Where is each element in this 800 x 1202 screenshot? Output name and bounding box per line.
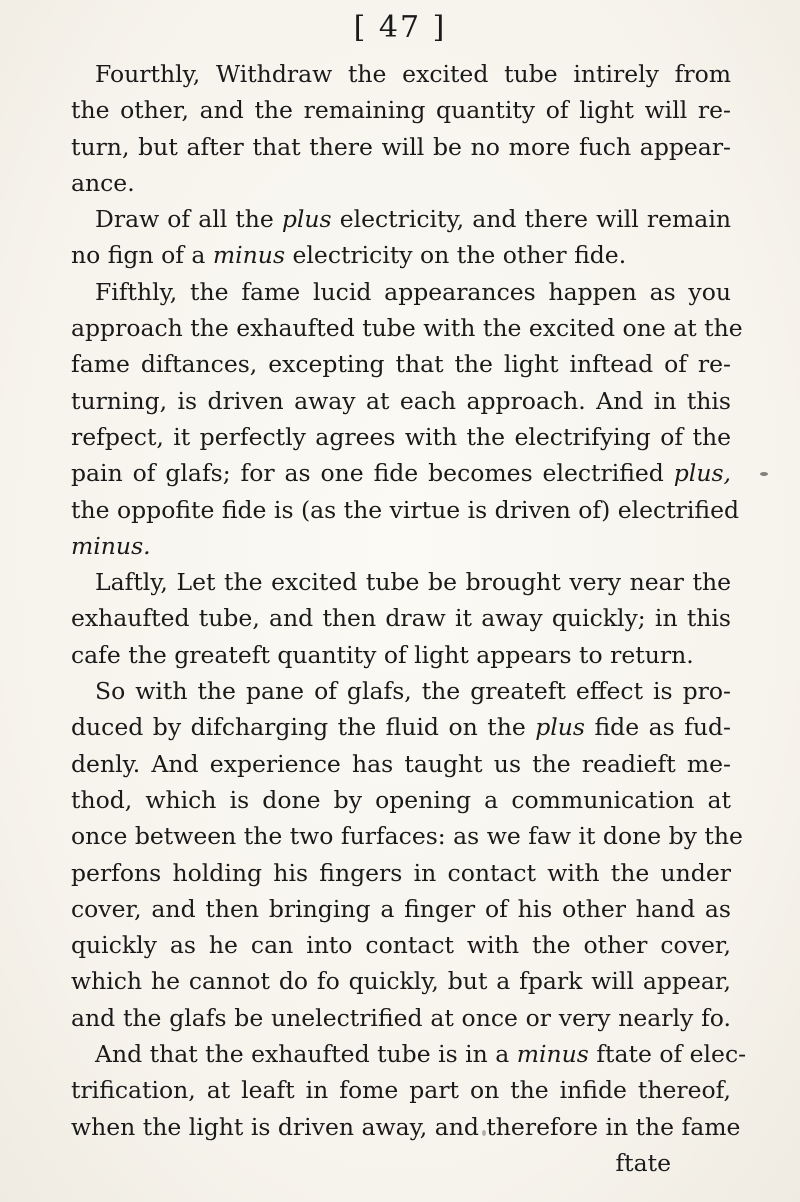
text-line bbox=[71, 782, 731, 818]
text-run: Draw of all the bbox=[95, 205, 282, 234]
italic-term: plus, bbox=[673, 459, 731, 488]
text-line bbox=[71, 891, 731, 927]
text-run: and the glafs be unelectrified at once or very nearly fo. bbox=[71, 1003, 731, 1032]
text-line bbox=[71, 455, 731, 491]
text-run: duced by difcharging the fluid on the bbox=[71, 713, 536, 742]
text-run: ance. bbox=[71, 168, 135, 197]
text-line bbox=[71, 673, 731, 709]
text-run: electricity on the other fide. bbox=[285, 241, 627, 270]
text-line bbox=[71, 1109, 741, 1145]
text-run: which he cannot do fo quickly, but a fpark will appear, bbox=[71, 967, 731, 996]
text-line bbox=[71, 165, 731, 201]
text-run: turning, is driven away at each approach. And in this bbox=[71, 386, 731, 415]
text-run: once between the two furfaces: as we faw it done by the bbox=[71, 822, 743, 851]
text-line bbox=[71, 129, 731, 165]
text-run: Laftly, Let the excited tube be brought very near the bbox=[95, 568, 731, 597]
text-run: perfons holding his fingers in contact with the under bbox=[71, 858, 731, 887]
text-line bbox=[71, 528, 731, 564]
text-line bbox=[71, 564, 731, 600]
text-run: the other, and the remaining quantity of light will re- bbox=[71, 96, 731, 125]
text-run: exhaufted tube, and then draw it away quickly; in this bbox=[71, 604, 731, 633]
text-run: cover, and then bringing a finger of his other hand as bbox=[71, 894, 731, 923]
text-run: electricity, and there will remain bbox=[331, 205, 731, 234]
text-line bbox=[71, 637, 731, 673]
text-run: quickly as he can into contact with the other cover, bbox=[71, 931, 731, 960]
text-run: cafe the greateft quantity of light appears to return. bbox=[71, 640, 694, 669]
text-line bbox=[71, 600, 731, 636]
text-run: trification, at leaft in fome part on the infide thereof, bbox=[71, 1076, 731, 1105]
body-text bbox=[71, 56, 747, 1181]
text-run: fame diftances, excepting that the light inftead of re- bbox=[71, 350, 731, 379]
text-line bbox=[71, 963, 731, 999]
ink-speck bbox=[760, 472, 768, 476]
italic-term: minus bbox=[516, 1040, 589, 1069]
text-run: refpect, it perfectly agrees with the electrifying of the bbox=[71, 422, 731, 451]
ink-speck bbox=[482, 1130, 486, 1136]
text-run: And that the exhaufted tube is in a bbox=[95, 1040, 517, 1069]
text-line bbox=[71, 419, 731, 455]
text-line bbox=[71, 201, 731, 237]
text-run: thod, which is done by opening a communication at bbox=[71, 785, 731, 814]
text-run: ftate of elec- bbox=[588, 1040, 747, 1069]
text-line bbox=[71, 383, 731, 419]
text-run: Fourthly, Withdraw the excited tube intirely from bbox=[95, 60, 731, 88]
text-line bbox=[71, 927, 731, 963]
text-run: denly. And experience has taught us the readieft me- bbox=[71, 749, 731, 778]
text-line bbox=[71, 274, 731, 310]
text-line bbox=[71, 92, 731, 128]
italic-term: plus bbox=[535, 713, 585, 742]
text-run: pain of glafs; for as one fide becomes electrified bbox=[71, 459, 674, 488]
catchword: ftate bbox=[615, 1148, 671, 1177]
text-line bbox=[71, 346, 731, 382]
text-line bbox=[71, 1036, 747, 1072]
text-line bbox=[71, 237, 731, 273]
text-run: approach the exhaufted tube with the excited one at the bbox=[71, 314, 743, 343]
page-number: [ 47 ] bbox=[353, 10, 447, 45]
text-run: when the light is driven away, and therefore in the fame bbox=[71, 1112, 741, 1141]
text-run: turn, but after that there will be no more fuch appear- bbox=[71, 132, 731, 161]
text-line bbox=[71, 709, 731, 745]
text-line bbox=[71, 1000, 731, 1036]
text-line bbox=[71, 492, 740, 528]
text-line bbox=[71, 746, 731, 782]
text-run: Fifthly, the fame lucid appearances happen as you bbox=[95, 277, 731, 306]
text-line bbox=[71, 310, 743, 346]
italic-term: minus. bbox=[71, 531, 151, 560]
text-run: the oppofite fide is (as the virtue is driven of) electrified bbox=[71, 495, 740, 524]
text-line bbox=[71, 818, 743, 854]
italic-term: minus bbox=[212, 241, 286, 270]
text-line bbox=[71, 1072, 731, 1108]
italic-term: plus bbox=[281, 205, 332, 234]
text-line bbox=[71, 855, 731, 891]
text-line bbox=[71, 56, 731, 92]
text-run: fide as fud- bbox=[585, 713, 731, 742]
text-run: no fign of a bbox=[71, 241, 213, 270]
text-run: So with the pane of glafs, the greateft effect is pro- bbox=[95, 677, 731, 706]
